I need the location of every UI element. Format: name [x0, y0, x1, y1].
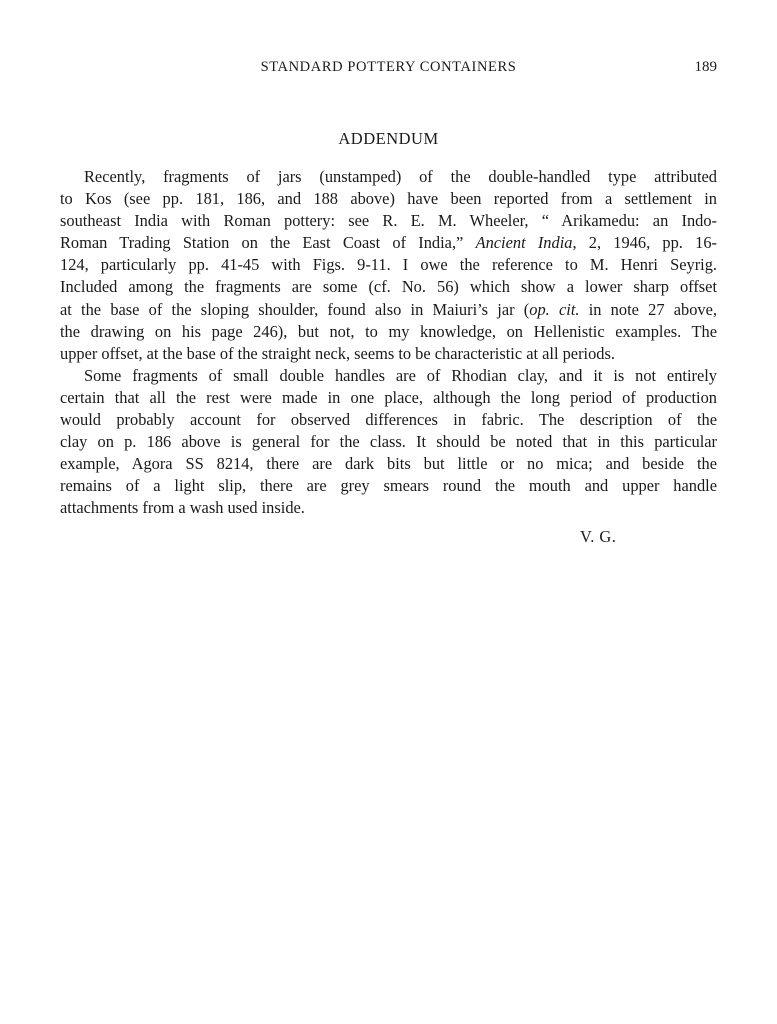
text-segment: , 2, 1946, pp. 16- — [572, 233, 717, 253]
text-line: Recently, fragments of jars (unstamped) of the double-handled type attributed — [84, 167, 717, 186]
running-header — [60, 57, 717, 77]
paragraph-2 — [60, 365, 717, 520]
text-line — [60, 299, 717, 321]
text-line: 124, particularly pp. 41-45 with Figs. 9-11. I owe the reference to M. Henri Seyrig. — [60, 255, 717, 275]
text-line: attachments from a wash used inside. — [60, 498, 305, 518]
text-line: Some fragments of small double handles are of Rhodian clay, and it is not entirely — [84, 365, 717, 385]
running-title: STANDARD POTTERY CONTAINERS — [260, 59, 517, 75]
text-line: certain that all the rest were made in one place, although the long period of production — [60, 387, 717, 407]
paragraph-1 — [60, 166, 717, 365]
text-line: would probably account for observed differences in fabric. The description of the — [60, 410, 717, 430]
citation-abbrev: op. cit. — [529, 299, 580, 319]
text-line: upper offset, at the base of the straight neck, seems to be characteristic at all periods. — [60, 343, 615, 363]
text-segment: in note 27 above, — [579, 299, 717, 319]
text-line: Included among the fragments are some (cf. No. 56) which show a lower sharp offset — [60, 277, 717, 297]
text-line: to Kos (see pp. 181, 186, and 188 above) have been reported from a settlement in — [60, 189, 717, 209]
author-initials: V. G. — [580, 527, 617, 546]
body-text — [60, 166, 717, 520]
text-line: clay on p. 186 above is general for the class. It should be noted that in this particular — [60, 432, 717, 452]
text-line: remains of a light slip, there are grey smears round the mouth and upper handle — [60, 476, 717, 496]
text-line: southeast India with Roman pottery: see R. E. M. Wheeler, “ Arikamedu: an Indo- — [60, 211, 717, 231]
text-segment: at the base of the sloping shoulder, found also in Maiuri’s jar ( — [60, 299, 530, 319]
text-line: the drawing on his page 246), but not, to my knowledge, on Hellenistic examples. The — [60, 321, 717, 341]
text-segment: Roman Trading Station on the East Coast of India,” — [60, 233, 464, 253]
section-heading: ADDENDUM — [338, 129, 439, 148]
text-line — [60, 232, 717, 254]
page-number: 189 — [694, 59, 717, 75]
text-line: example, Agora SS 8214, there are dark bits but little or no mica; and beside the — [60, 454, 717, 474]
journal-title: Ancient India — [475, 233, 573, 253]
